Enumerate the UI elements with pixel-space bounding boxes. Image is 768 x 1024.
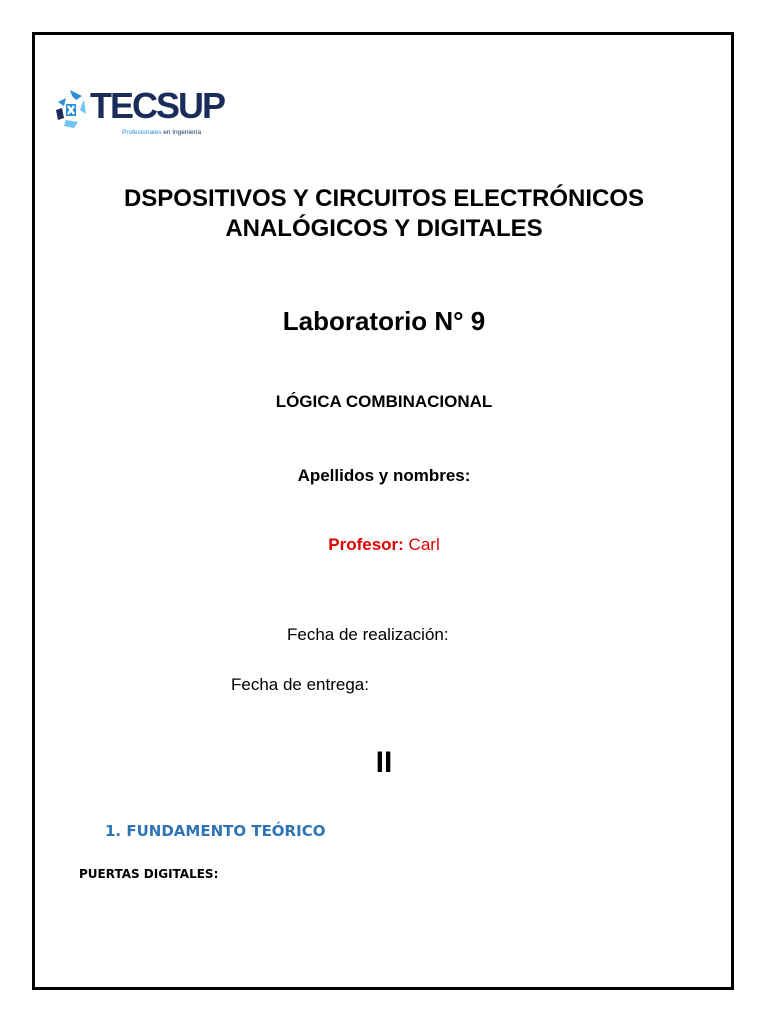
names-label: Apellidos y nombres: — [297, 466, 471, 485]
lab-topic: LÓGICA COMBINACIONAL — [275, 392, 493, 411]
logo-tagline — [122, 129, 201, 136]
logo-wordmark: TECSUP — [90, 85, 225, 126]
document-title-line2: ANALÓGICOS Y DIGITALES — [225, 215, 543, 242]
professor-label: Profesor: — [328, 535, 404, 554]
fecha-realizacion-label: Fecha de realización: — [287, 625, 449, 644]
document-title — [0, 184, 768, 244]
logo-tagline-highlight: Profesionales — [122, 129, 162, 136]
professor-name: Carl — [403, 535, 440, 554]
subsection-heading-puertas: PUERTAS DIGITALES: — [79, 867, 219, 881]
roman-numeral-heading: II — [375, 746, 393, 779]
document-title-line1: DSPOSITIVOS Y CIRCUITOS ELECTRÓNICOS — [123, 185, 645, 212]
tecsup-arrows-logo-icon — [52, 86, 92, 134]
lab-title: Laboratorio N° 9 — [282, 306, 486, 336]
section-heading-fundamento: 1. FUNDAMENTO TEÓRICO — [105, 822, 326, 840]
professor-line — [0, 535, 768, 555]
page-border — [32, 32, 734, 990]
tecsup-logo — [52, 85, 225, 146]
logo-tagline-rest: en Ingeniería — [161, 129, 202, 136]
fecha-entrega-label: Fecha de entrega: — [231, 675, 369, 694]
